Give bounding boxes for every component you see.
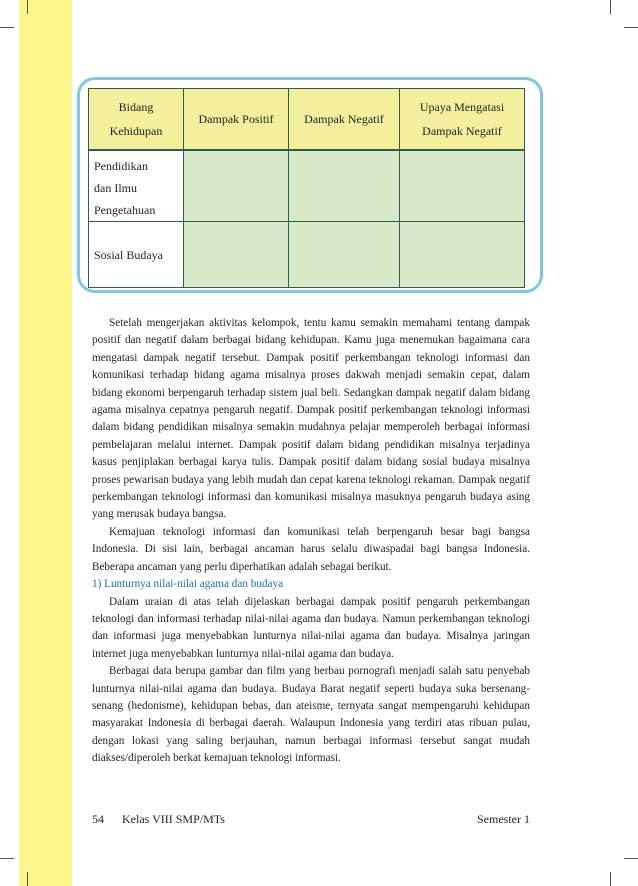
row-label-line: Pendidikan <box>94 159 148 173</box>
header-upaya <box>399 88 525 150</box>
header-label: Dampak Positif <box>198 112 274 126</box>
course-label: Kelas VIII SMP/MTs <box>122 812 225 826</box>
header-dampak-negatif <box>288 88 400 150</box>
paragraph: Dalam uraian di atas telah dijelaskan berbagai dampak positif pengaruh perkembangan teknologi dan informasi terhadap nilai-nilai agama dan budaya. Namun perkembangan teknologi dan informasi juga menyebabkan lunturnya nilai-nilai agama dan budaya. Misalnya jaringan internet juga menyebabkan lunturnya nilai-nilai agama dan budaya. <box>92 595 530 660</box>
table-cell <box>183 221 289 288</box>
table-cell <box>288 150 400 222</box>
paragraph: Kemajuan teknologi informasi dan komunikasi telah berpengaruh besar bagi bangsa Indonesia. Di sisi lain, berbagai ancaman harus selalu diwaspadai bagi bangsa Indonesia. Beberapa ancaman yang perlu diperhatikan adalah sebagai berikut. <box>92 525 530 573</box>
body-text <box>92 315 530 768</box>
header-dampak-positif <box>183 88 289 150</box>
row-label-line: Pengetahuan <box>94 203 156 217</box>
crop-mark <box>27 0 28 14</box>
row-label-pendidikan <box>88 150 184 222</box>
header-line: Bidang <box>118 100 154 114</box>
row-label-line: dan Ilmu <box>94 181 137 195</box>
table-cell <box>183 150 289 222</box>
row-label-line: Sosial Budaya <box>94 248 163 262</box>
header-line: Upaya Mengatasi <box>419 100 505 114</box>
subheading: 1) Lunturnya nilai-nilai agama dan budaya <box>92 578 284 591</box>
header-label: Dampak Negatif <box>304 112 384 126</box>
header-bidang-kehidupan <box>88 88 184 150</box>
paragraph: Setelah mengerjakan aktivitas kelompok, tentu kamu semakin memahami tentang dampak positif dan negatif dalam berbagai bidang kehidupan. Kamu juga menemukan bagaimana cara mengatasi dampak negatif tersebut. Dampak positif perkembangan teknologi informasi dan komunikasi terhadap bidang agama misalnya proses dakwah menjadi semakin cepat, dalam bidang ekonomi berpengaruh terhadap sistem jual beli. Sedangkan dampak negatif dalam bidang agama misalnya cepatnya pengaruh negatif. Dampak positif perkembangan teknologi informasi dalam bidang pendidikan misalnya semakin mudahnya pelajar memperoleh berbagai informasi pembelajaran melalui internet. Dampak positif dalam bidang pendidikan misalnya terjadinya kasus penjiplakan berbagai karya tulis. Dampak positif dalam bidang sosial budaya misalnya proses pewarisan budaya yang lebih mudah dan cepat karena teknologi rekaman. Dampak negatif perkembangan teknologi informasi dan komunikasi misalnya masuknya pengaruh budaya asing yang merusak budaya bangsa. <box>92 317 530 521</box>
crop-mark <box>610 0 611 14</box>
crop-mark <box>610 872 611 886</box>
crop-mark <box>0 858 14 859</box>
table-cell <box>399 221 525 288</box>
paragraph: Berbagai data berupa gambar dan film yang berbau pornografi menjadi salah satu penyebab lunturnya nilai-nilai agama dan budaya. Budaya Barat negatif seperti budaya suka bersenang-senang (hedonisme), kehidupan bebas, dan ateisme, ternyata sangat mempengaruhi kehidupan masyarakat Indonesia di berbagai daerah. Walaupun Indonesia yang terdiri atas ribuan pulau, dengan lokasi yang saling berjauhan, namun berbagai informasi tersebut sangat mudah diakses/diperoleh berkat kemajuan teknologi informasi. <box>92 665 530 765</box>
impact-table <box>77 77 543 293</box>
margin-band <box>19 0 72 886</box>
semester-label: Semester 1 <box>477 812 530 826</box>
table-cell <box>399 150 525 222</box>
page-number: 54 <box>92 812 104 826</box>
row-label-sosial-budaya <box>88 221 184 288</box>
crop-mark <box>27 872 28 886</box>
table-cell <box>288 221 400 288</box>
header-line: Kehidupan <box>109 124 163 138</box>
header-line: Dampak Negatif <box>422 124 502 138</box>
crop-mark <box>0 27 14 28</box>
crop-mark <box>624 27 638 28</box>
crop-mark <box>624 858 638 859</box>
